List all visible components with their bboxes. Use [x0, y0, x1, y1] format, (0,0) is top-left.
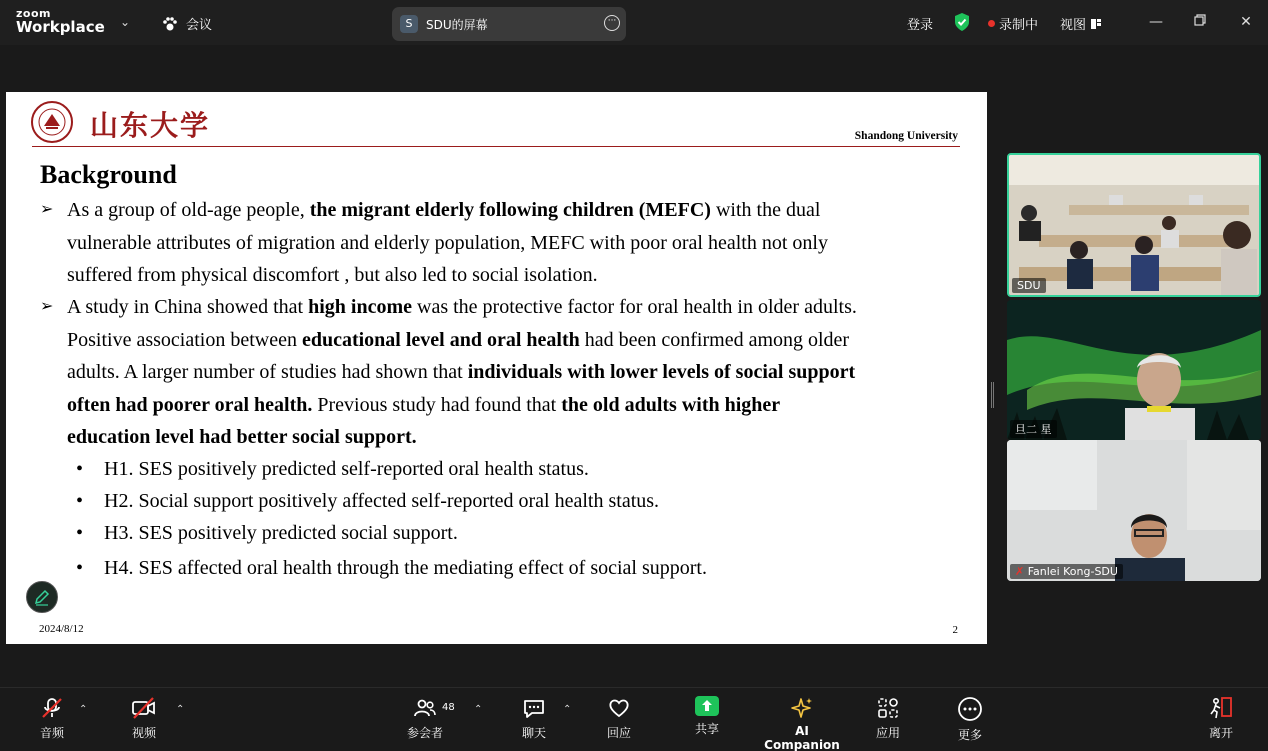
- pen-icon: [27, 582, 57, 612]
- bold-text-run: often had poorer oral health.: [67, 393, 313, 416]
- participants-icon: [413, 696, 437, 720]
- text-run: Previous study had found that: [312, 393, 562, 416]
- shared-slide: [6, 92, 987, 644]
- recording-dot-icon: [988, 20, 995, 27]
- annotate-pen-button[interactable]: [26, 581, 58, 613]
- hypothesis-3-text: H3. SES positively predicted social support.: [104, 522, 458, 544]
- chat-options-chevron-up-icon[interactable]: ⌃: [563, 704, 572, 715]
- bullet-line: [67, 291, 960, 324]
- more-dots-icon: [957, 696, 983, 722]
- dot-bullet-icon: •: [76, 490, 84, 512]
- bullet-line: [67, 227, 960, 260]
- apps-label: 应用: [875, 726, 900, 740]
- text-run: Positive association between: [67, 328, 302, 351]
- login-label: 登录: [907, 18, 934, 33]
- video-button[interactable]: [104, 696, 184, 741]
- university-english-name: Shandong University: [854, 130, 958, 142]
- audio-options-chevron-up-icon[interactable]: ⌃: [79, 704, 88, 715]
- classroom-video-feed: [1009, 155, 1259, 295]
- bold-text-run: the old adults with higher: [561, 393, 781, 416]
- meeting-menu-button[interactable]: [162, 14, 212, 33]
- video-tile-participant-2[interactable]: [1007, 300, 1261, 440]
- paw-icon: [162, 16, 178, 32]
- bullet-line: [67, 389, 960, 422]
- title-bar: [0, 0, 1268, 45]
- muted-mic-icon: ✗: [1015, 565, 1025, 578]
- encryption-shield-icon[interactable]: [953, 12, 971, 32]
- bold-text-run: the migrant elderly following children (MEFC): [309, 199, 711, 221]
- university-seal-logo: [30, 100, 82, 144]
- recording-label: 录制中: [999, 18, 1039, 33]
- view-label: 视图: [1060, 18, 1087, 33]
- react-label: 回应: [606, 726, 631, 740]
- more-button[interactable]: [930, 696, 1010, 743]
- text-run: A study in China showed that: [67, 296, 309, 318]
- text-run: vulnerable attributes of migration and elderly population, MEFC with poor oral health not only: [67, 231, 828, 254]
- meeting-controls-toolbar: [0, 687, 1268, 751]
- slide-page-number: 2: [952, 624, 958, 636]
- chat-label: 聊天: [521, 726, 546, 740]
- more-options-icon[interactable]: ···: [604, 15, 620, 31]
- chat-bubble-icon: [522, 696, 546, 720]
- bullet-2-text: [67, 291, 960, 454]
- react-button[interactable]: [579, 696, 659, 741]
- bold-text-run: educational level and oral health: [301, 328, 580, 351]
- screen-share-title: SDU的屏幕: [426, 18, 488, 32]
- sharer-avatar: S: [400, 15, 418, 33]
- hypothesis-2-text: H2. Social support positively affected self-reported oral health status.: [104, 490, 660, 512]
- participants-options-chevron-up-icon[interactable]: ⌃: [474, 704, 483, 715]
- grid-view-icon: [1090, 18, 1102, 30]
- university-calligraphy-name: 山东大学: [90, 109, 211, 142]
- text-run: was the protective factor for oral health in older adults.: [412, 296, 857, 318]
- apps-button[interactable]: [848, 696, 928, 741]
- arrow-bullet-icon: ➢: [40, 201, 54, 218]
- ai-companion-label: AI Companion: [764, 724, 840, 751]
- hypothesis-1: [76, 456, 589, 482]
- heart-icon: [607, 696, 631, 720]
- participants-label: 参会者: [406, 726, 443, 740]
- leave-label: 离开: [1208, 726, 1233, 740]
- microphone-muted-icon: [40, 696, 64, 720]
- bold-text-run: high income: [308, 296, 413, 318]
- hypothesis-4: [76, 555, 707, 581]
- text-run: adults. A larger number of studies had shown that: [67, 361, 468, 383]
- share-screen-button[interactable]: [667, 696, 747, 737]
- share-screen-icon: [695, 696, 719, 716]
- bold-text-run: individuals with lower levels of social support: [467, 361, 856, 383]
- participant-name-label: [1010, 564, 1123, 579]
- office-video-feed: [1007, 440, 1261, 581]
- header-rule: [32, 146, 960, 147]
- participant-name: Fanlei Kong-SDU: [1027, 565, 1118, 578]
- participants-count: 48: [442, 702, 455, 713]
- minimize-icon[interactable]: —: [1149, 14, 1163, 30]
- camera-off-icon: [131, 696, 157, 720]
- bullet-1-text: [67, 194, 960, 292]
- bullet-line: [67, 194, 960, 227]
- bullet-line: [67, 421, 960, 454]
- login-button[interactable]: [907, 14, 933, 33]
- bullet-2: [40, 291, 960, 454]
- hypothesis-1-text: H1. SES positively predicted self-reported oral health status.: [104, 458, 589, 480]
- text-run: As a group of old-age people,: [67, 199, 310, 221]
- bold-text-run: education level had better social support.: [67, 426, 417, 448]
- leave-meeting-button[interactable]: [1181, 696, 1261, 741]
- hypothesis-2: [76, 488, 659, 514]
- hypothesis-3: [76, 520, 458, 546]
- video-tile-participant-3[interactable]: [1007, 440, 1261, 581]
- recording-indicator[interactable]: [988, 14, 1038, 33]
- sparkle-icon: [790, 696, 814, 720]
- participant-name-label: 旦二 星: [1010, 420, 1057, 438]
- logo-top-text: zoom: [16, 7, 51, 20]
- chat-button[interactable]: [494, 696, 574, 741]
- leave-door-icon: [1208, 696, 1234, 720]
- text-run: with the dual: [710, 199, 821, 221]
- bullet-line: [67, 324, 960, 357]
- ai-companion-button[interactable]: [757, 696, 847, 751]
- dot-bullet-icon: •: [76, 458, 84, 480]
- dot-bullet-icon: •: [76, 557, 84, 579]
- close-icon[interactable]: ✕: [1240, 14, 1252, 30]
- restore-icon[interactable]: [1190, 12, 1210, 32]
- participant-name-label: SDU: [1012, 278, 1046, 293]
- audio-button[interactable]: [12, 696, 92, 741]
- panel-resize-handle[interactable]: [991, 382, 994, 408]
- more-label: 更多: [957, 728, 982, 742]
- text-run: had been confirmed among older: [579, 328, 850, 351]
- app-menu-chevron-down-icon[interactable]: ⌄: [120, 15, 131, 29]
- bullet-1: [40, 194, 960, 292]
- view-button[interactable]: [1060, 14, 1102, 33]
- aurora-background-video-feed: [1007, 300, 1261, 440]
- dot-bullet-icon: •: [76, 522, 84, 544]
- slide-date: 2024/8/12: [39, 623, 84, 635]
- hypothesis-4-text: H4. SES affected oral health through the mediating effect of social support.: [104, 557, 707, 579]
- audio-label: 音频: [39, 726, 64, 740]
- apps-icon: [876, 696, 900, 720]
- share-label: 共享: [694, 722, 719, 736]
- arrow-bullet-icon: ➢: [40, 298, 54, 315]
- video-tile-sdu[interactable]: [1007, 153, 1261, 297]
- slide-title: Background: [40, 160, 177, 189]
- bullet-line: [67, 356, 960, 389]
- logo-bottom-text: Workplace: [16, 18, 105, 36]
- meeting-label: 会议: [186, 18, 213, 33]
- screen-share-indicator[interactable]: [392, 7, 626, 41]
- video-label: 视频: [131, 726, 156, 740]
- text-run: suffered from physical discomfort , but also led to social isolation.: [67, 264, 598, 286]
- video-options-chevron-up-icon[interactable]: ⌃: [176, 704, 185, 715]
- zoom-workplace-logo: [16, 8, 105, 35]
- bullet-line: [67, 259, 960, 292]
